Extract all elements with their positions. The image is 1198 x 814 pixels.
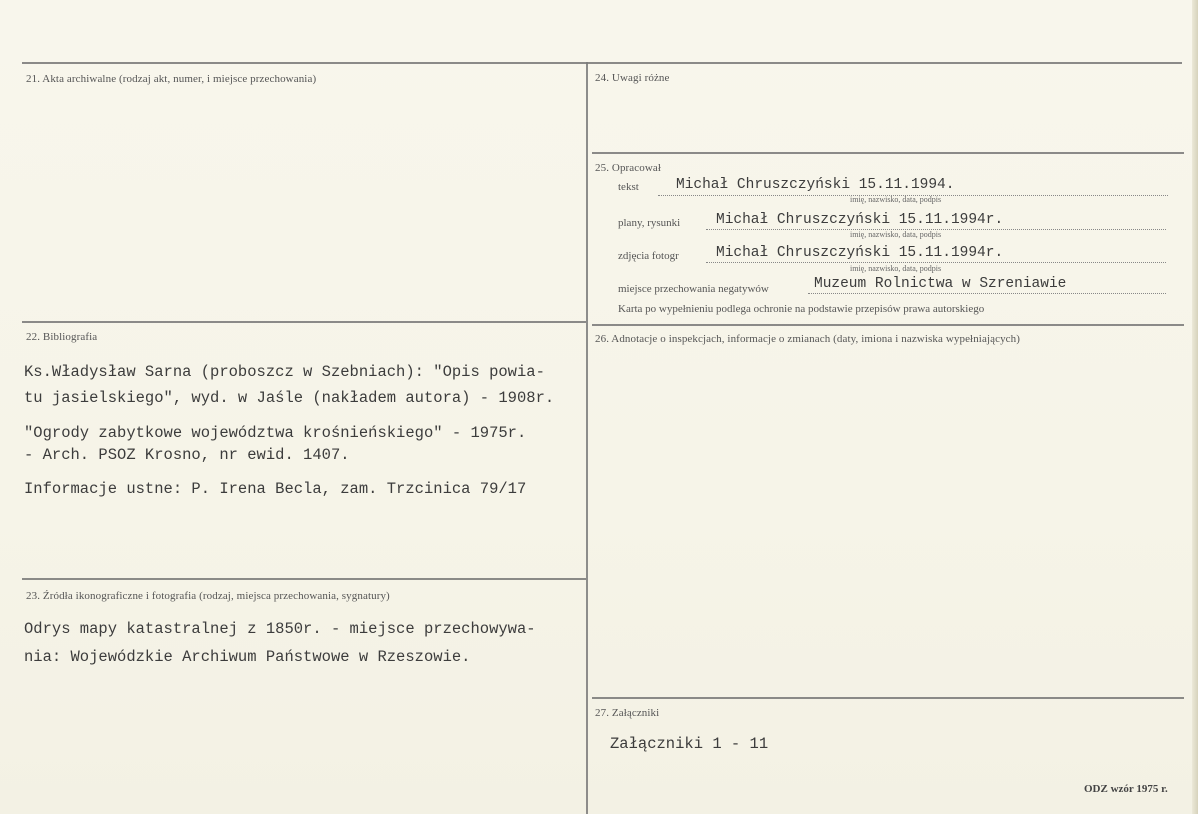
section-26-label: 26. Adnotacje o inspekcjach, informacje o zmianach (daty, imiona i nazwiska wypełniających) [595,333,1021,345]
card-edge [1192,0,1198,814]
negatives-dotted-line [808,293,1166,294]
photos-dotted-line [706,262,1166,263]
column-divider [586,62,588,814]
bibliography-line-2: tu jasielskiego", wyd. w Jaśle (nakładem autora) - 1908r. [24,389,555,407]
attachments-value: Załączniki 1 - 11 [610,735,769,753]
photos-row-label: zdjęcia fotogr [618,250,679,262]
bibliography-line-1: Ks.Władysław Sarna (proboszcz w Szebniach): "Opis powia- [24,363,545,381]
negatives-location: Muzeum Rolnictwa w Szreniawie [814,276,1067,292]
plans-caption: imię, nazwisko, data, podpis [850,230,942,239]
rule-26-27 [592,697,1184,699]
negatives-label: miejsce przechowania negatywów [618,283,769,295]
form-version-mark: ODZ wzór 1975 r. [1084,783,1168,795]
text-row-label: tekst [618,181,639,193]
plans-row-label: plany, rysunki [618,217,681,229]
iconography-line-2: nia: Wojewódzkie Archiwum Państwowe w Rzeszowie. [24,648,471,666]
photos-caption: imię, nazwisko, data, podpis [850,264,942,273]
top-rule [22,62,1182,64]
rule-22-23 [22,578,586,580]
bibliography-line-4: - Arch. PSOZ Krosno, nr ewid. 1407. [24,446,350,464]
section-21-label: 21. Akta archiwalne (rodzaj akt, numer, i miejsce przechowania) [26,73,317,85]
photos-author: Michał Chruszczyński 15.11.1994r. [716,245,1004,261]
copyright-note: Karta po wypełnieniu podlega ochronie na podstawie przepisów prawa autorskiego [618,303,985,315]
section-25-label: 25. Opracował [595,162,662,174]
plans-author: Michał Chruszczyński 15.11.1994r. [716,212,1004,228]
section-24-label: 24. Uwagi różne [595,72,670,84]
iconography-line-1: Odrys mapy katastralnej z 1850r. - miejsce przechowywa- [24,620,536,638]
bibliography-line-5: Informacje ustne: P. Irena Becla, zam. Trzcinica 79/17 [24,480,527,498]
section-22-label: 22. Bibliografia [26,331,98,343]
text-caption: imię, nazwisko, data, podpis [850,195,942,204]
bibliography-line-3: "Ogrody zabytkowe województwa krośnieńskiego" - 1975r. [24,424,527,442]
section-23-label: 23. Źródła ikonograficzne i fotografia (rodzaj, miejsca przechowania, sygnatury) [26,590,390,602]
rule-25-26 [592,324,1184,326]
rule-21-22 [22,321,586,323]
section-27-label: 27. Załączniki [595,707,660,719]
text-author: Michał Chruszczyński 15.11.1994. [676,177,955,193]
rule-24-25 [592,152,1184,154]
